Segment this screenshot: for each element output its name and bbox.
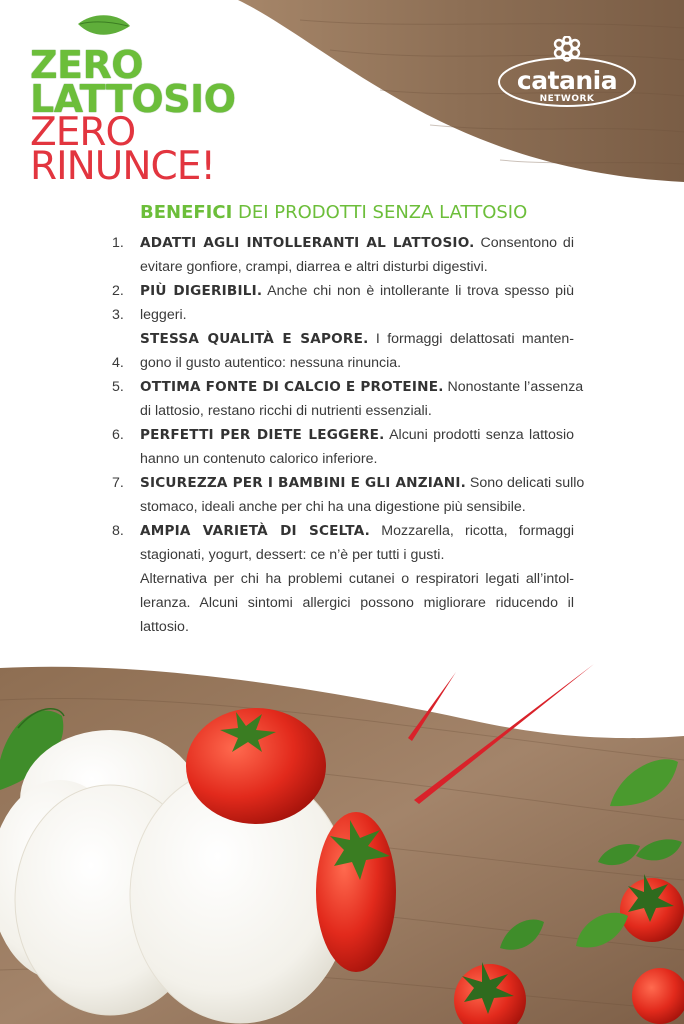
catania-network-logo	[494, 36, 640, 118]
list-row	[112, 400, 574, 424]
item-number: 1.	[112, 235, 124, 251]
item-title: AMPIA VARIETÀ DI SCELTA.	[140, 523, 371, 539]
list-row	[112, 472, 585, 496]
list-row	[112, 376, 584, 400]
list-row	[112, 304, 574, 328]
item-number: 3.	[112, 307, 124, 323]
item-number: 7.	[112, 475, 124, 491]
headline-line-2: LATTOSIO	[30, 77, 236, 121]
item-line	[140, 520, 574, 542]
logo-name: catania	[516, 66, 618, 95]
item-title: ADATTI AGLI INTOLLERANTI AL LATTOSIO.	[140, 235, 475, 251]
benefits-title-strong: BENEFICI	[140, 202, 233, 223]
item-text: Consentono di	[474, 235, 574, 251]
list-row	[112, 544, 574, 568]
list-row	[112, 352, 574, 376]
item-line	[140, 472, 585, 494]
item-number: 4.	[112, 355, 124, 371]
item-text: Alternativa per chi ha problemi cutanei o respiratori legati all’intol-	[140, 571, 574, 587]
list-row	[112, 616, 574, 640]
item-text: gono il gusto autentico: nessuna rinuncia.	[140, 355, 402, 371]
item-title: OTTIMA FONTE DI CALCIO E PROTEINE.	[140, 379, 444, 395]
headline-line-1: ZERO	[30, 43, 144, 87]
list-row	[112, 520, 574, 544]
benefits-title	[140, 202, 527, 223]
item-line	[140, 328, 574, 350]
item-line	[140, 232, 574, 254]
item-line	[140, 280, 574, 302]
item-title: PERFETTI PER DIETE LEGGERE.	[140, 427, 385, 443]
item-title: PIÙ DIGERIBILI.	[140, 283, 263, 299]
item-text: Mozzarella, ricotta, formaggi	[370, 523, 575, 539]
item-line	[140, 376, 584, 398]
item-text: stomaco, ideali anche per chi ha una digestione più sensibile.	[140, 499, 526, 515]
item-text: stagionati, yogurt, dessert: ce n’è per tutti i gusti.	[140, 547, 445, 563]
item-text: Sono delicati sullo	[465, 475, 585, 491]
item-text: Nonostante l’assenza	[443, 379, 584, 395]
item-number: 5.	[112, 379, 124, 395]
headline-line-3: ZERO	[30, 110, 136, 155]
item-title: SICUREZZA PER I BAMBINI E GLI ANZIANI.	[140, 475, 466, 491]
item-text: Anche chi non è intollerante li trova spesso più	[262, 283, 575, 299]
item-text: hanno un contenuto calorico inferiore.	[140, 451, 378, 467]
item-text: di lattosio, restano ricchi di nutrienti essenziali.	[140, 403, 432, 419]
list-row	[112, 448, 574, 472]
logo-sub: NETWORK	[539, 94, 595, 104]
list-row	[112, 256, 574, 280]
item-text: leranza. Alcuni sintomi allergici possono migliorare riducendo il	[140, 595, 574, 611]
item-number: 8.	[112, 523, 124, 539]
list-row	[112, 496, 574, 520]
item-title: STESSA QUALITÀ E SAPORE.	[140, 331, 369, 347]
item-text: I formaggi delattosati manten-	[368, 331, 574, 347]
list-row	[112, 232, 574, 256]
list-row	[112, 280, 574, 304]
list-row	[112, 328, 574, 352]
item-number: 2.	[112, 283, 124, 299]
item-text: evitare gonfiore, crampi, diarrea e altri disturbi digestivi.	[140, 259, 488, 275]
benefits-title-rest: DEI PRODOTTI SENZA LATTOSIO	[232, 202, 528, 223]
list-row	[112, 568, 574, 592]
item-text: leggeri.	[140, 307, 187, 323]
headline-line-4: RINUNCE!	[30, 144, 216, 189]
list-row	[112, 424, 574, 448]
headline	[30, 43, 236, 189]
list-row	[112, 592, 574, 616]
benefits-list	[112, 232, 585, 640]
item-line	[140, 424, 574, 446]
item-number: 6.	[112, 427, 124, 443]
item-text: Alcuni prodotti senza lattosio	[384, 427, 574, 443]
item-text: lattosio.	[140, 619, 189, 635]
